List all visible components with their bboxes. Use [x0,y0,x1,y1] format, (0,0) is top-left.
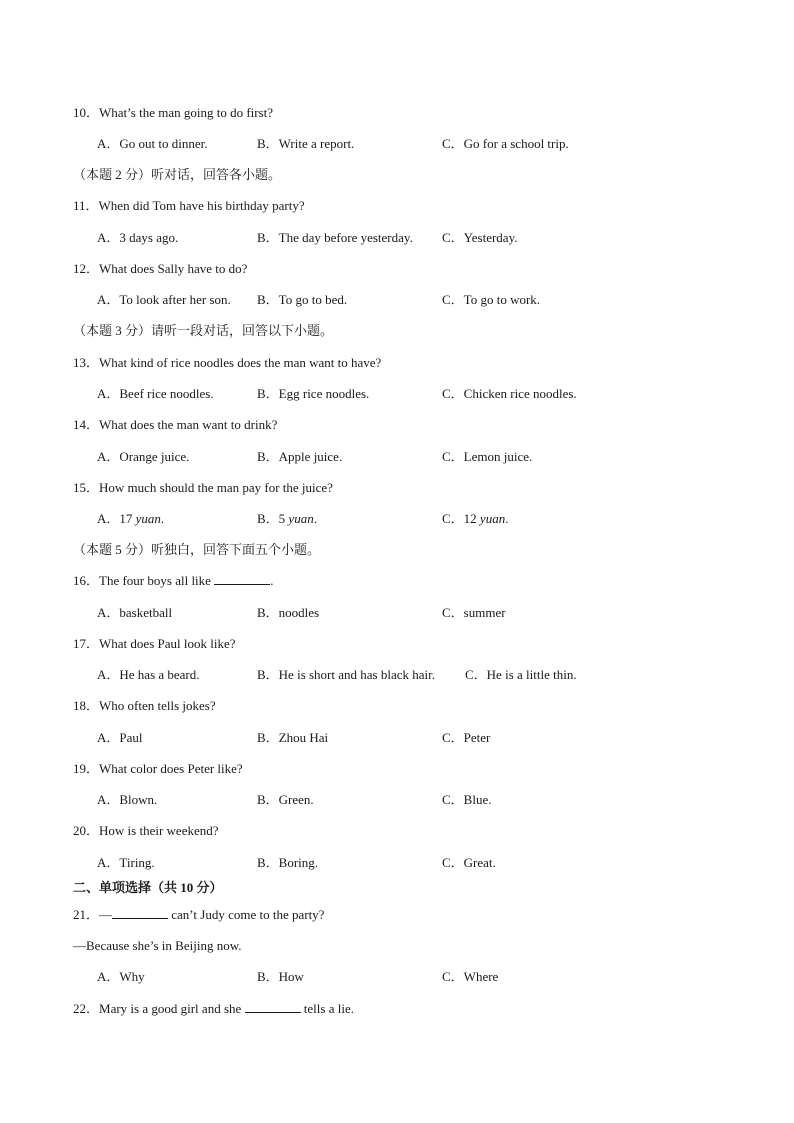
question-text: What does Paul look like? [99,636,236,651]
question-text: What does Sally have to do? [99,261,248,276]
option-b[interactable]: B．Egg rice noodles. [257,386,370,401]
question-15 [73,480,333,496]
option-b[interactable]: B．noodles [257,605,320,620]
question-number: 20． [73,823,100,838]
question-11 [73,198,305,214]
option-b[interactable]: B．Green. [257,792,314,807]
question-number: 11． [73,198,99,213]
question-17 [73,636,235,652]
question-number: 18． [73,698,100,713]
section-note: （本题 5 分）听独白，回答下面五个小题。 [73,542,321,557]
question-text: When did Tom have his birthday party? [98,198,305,213]
answer-blank[interactable] [245,1001,301,1013]
question-text-before: — [99,907,113,922]
question-text: What kind of rice noodles does the man want to have? [99,355,382,370]
question-14 [73,417,277,433]
currency-unit: yuan [135,511,161,526]
option-c[interactable] [442,511,508,527]
question-22 [73,1001,354,1017]
question-16 [73,573,273,589]
option-suffix: . [505,511,509,526]
option-amount: B．5 [257,511,289,526]
question-text: How is their weekend? [99,823,219,838]
dialog-line: —Because she’s in Beijing now. [73,938,242,953]
question-number: 15． [73,480,100,495]
question-text: What’s the man going to do first? [99,105,274,120]
question-text: What color does Peter like? [99,761,243,776]
option-a[interactable]: A．Why [97,969,145,984]
option-a[interactable]: A．Paul [97,730,143,745]
option-a[interactable]: A．Tiring. [97,855,155,870]
question-text: How much should the man pay for the juice? [99,480,333,495]
question-text: Who often tells jokes? [99,698,216,713]
option-c[interactable]: C．Great. [442,855,496,870]
question-number: 17． [73,636,100,651]
question-text-after: tells a lie. [300,1001,354,1016]
answer-blank[interactable] [112,907,168,919]
question-number: 19． [73,761,100,776]
option-b[interactable]: B．Boring. [257,855,319,870]
option-b[interactable]: B．To go to bed. [257,292,348,307]
question-12 [73,261,247,277]
option-c[interactable]: C．summer [442,605,506,620]
option-b[interactable]: B．Apple juice. [257,449,343,464]
question-18 [73,698,216,714]
question-number: 16． [73,573,100,588]
question-text-before: The four boys all like [99,573,215,588]
question-text-after: . [270,573,274,588]
currency-unit: yuan [479,511,506,526]
option-b[interactable]: B．The day before yesterday. [257,230,413,245]
option-a[interactable]: A．Go out to dinner. [97,136,208,151]
option-amount: C．12 [442,511,480,526]
option-a[interactable]: A．3 days ago. [97,230,179,245]
option-b[interactable]: B．He is short and has black hair. [257,667,435,682]
option-a[interactable] [97,511,164,527]
option-c[interactable]: C．To go to work. [442,292,541,307]
option-c[interactable]: C．Chicken rice noodles. [442,386,577,401]
question-number: 13． [73,355,100,370]
option-a[interactable]: A．To look after her son. [97,292,231,307]
option-a[interactable]: A．He has a beard. [97,667,200,682]
option-a[interactable]: A．Beef rice noodles. [97,386,214,401]
option-c[interactable]: C．Go for a school trip. [442,136,569,151]
question-number: 10． [73,105,100,120]
question-21 [73,907,324,923]
option-c[interactable]: C．Where [442,969,499,984]
option-amount: A．17 [97,511,136,526]
question-text: What does the man want to drink? [99,417,278,432]
answer-blank[interactable] [214,573,270,585]
section-heading: 二、单项选择（共 10 分） [73,880,223,895]
section-note: （本题 3 分）请听一段对话，回答以下小题。 [73,323,334,338]
option-suffix: . [160,511,165,526]
option-suffix: . [313,511,317,526]
question-text-before: Mary is a good girl and she [99,1001,245,1016]
option-c[interactable]: C．Blue. [442,792,492,807]
question-number: 12． [73,261,100,276]
question-number: 14． [73,417,100,432]
question-number: 21． [73,907,100,922]
question-19 [73,761,243,777]
option-a[interactable]: A．basketball [97,605,173,620]
option-a[interactable]: A．Orange juice. [97,449,190,464]
option-b[interactable]: B．Write a report. [257,136,355,151]
currency-unit: yuan [288,511,314,526]
question-number: 22． [73,1001,100,1016]
question-13 [73,355,381,371]
question-10 [73,105,273,121]
option-c[interactable]: C．Peter [442,730,491,745]
option-c[interactable]: C．He is a little thin. [465,667,577,682]
option-b[interactable]: B．Zhou Hai [257,730,329,745]
option-c[interactable]: C．Lemon juice. [442,449,533,464]
question-20 [73,823,219,839]
section-note: （本题 2 分）听对话，回答各小题。 [73,167,282,182]
question-text-after: can’t Judy come to the party? [168,907,325,922]
option-a[interactable]: A．Blown. [97,792,158,807]
option-b[interactable]: B．How [257,969,304,984]
option-c[interactable]: C．Yesterday. [442,230,518,245]
option-b[interactable] [257,511,317,527]
